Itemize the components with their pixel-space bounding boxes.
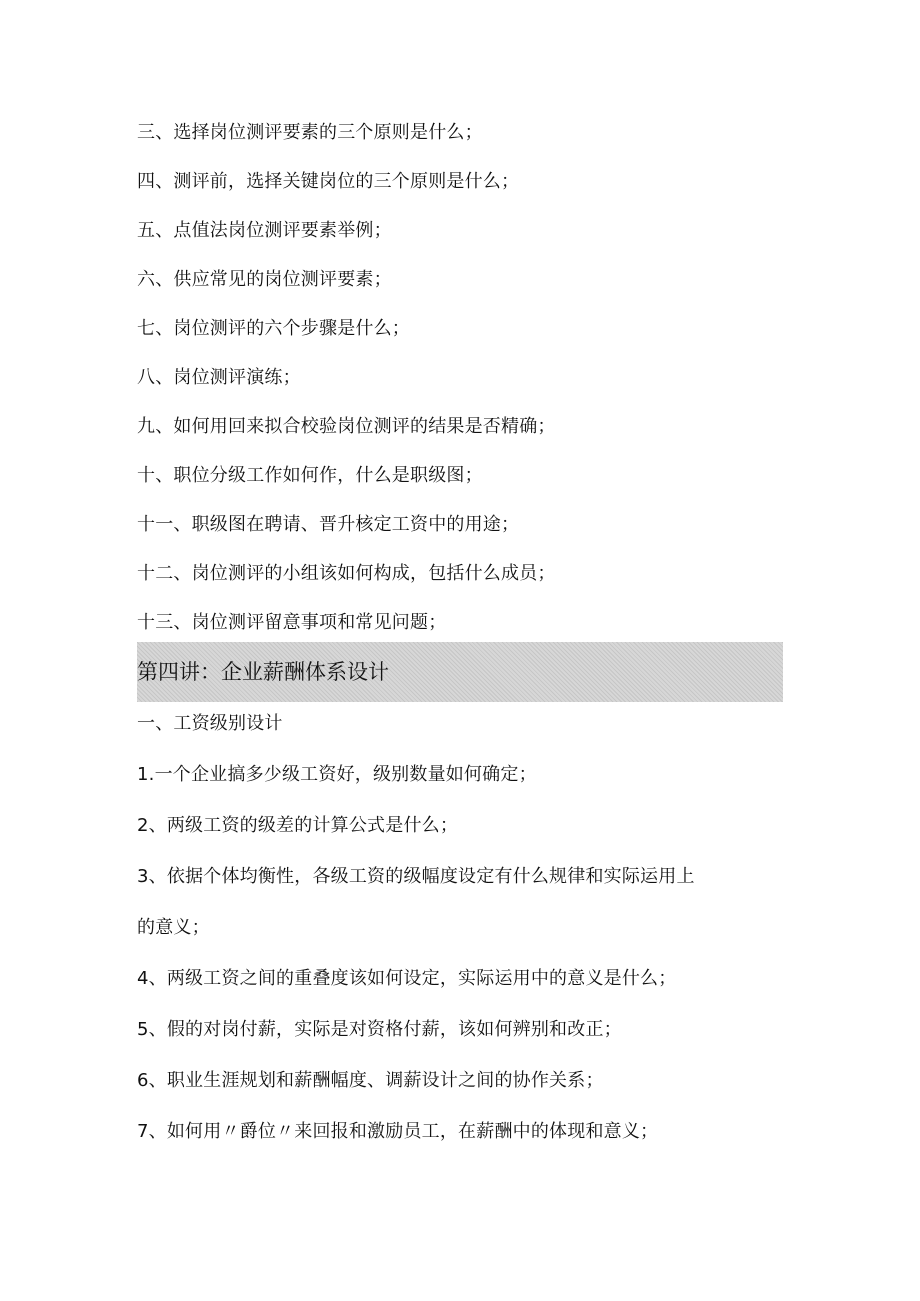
section-heading: 第四讲：企业薪酬体系设计 xyxy=(137,660,389,684)
list-item: 八、岗位测评演练； xyxy=(137,367,301,388)
list-item: 四、测评前，选择关键岗位的三个原则是什么； xyxy=(137,171,520,192)
list-item: 十三、岗位测评留意事项和常见问题； xyxy=(137,612,447,633)
list-item-continuation: 的意义； xyxy=(137,917,210,938)
list-item: 七、岗位测评的六个步骤是什么； xyxy=(137,318,410,339)
list-item: 7、如何用〃爵位〃来回报和激励员工，在薪酬中的体现和意义； xyxy=(137,1121,659,1142)
list-item: 6、职业生涯规划和薪酬幅度、调薪设计之间的协作关系； xyxy=(137,1070,604,1091)
list-item: 十一、职级图在聘请、晋升核定工资中的用途； xyxy=(137,514,520,535)
list-item: 十二、岗位测评的小组该如何构成，包括什么成员； xyxy=(137,563,556,584)
subsection-title: 一、工资级别设计 xyxy=(137,713,283,734)
list-item: 1.一个企业搞多少级工资好，级别数量如何确定； xyxy=(137,764,537,785)
list-item: 5、假的对岗付薪，实际是对资格付薪，该如何辨别和改正； xyxy=(137,1019,622,1040)
list-item: 九、如何用回来拟合校验岗位测评的结果是否精确； xyxy=(137,416,556,437)
section-heading-band xyxy=(137,642,783,702)
list-item: 2、两级工资的级差的计算公式是什么； xyxy=(137,815,459,836)
list-item: 三、选择岗位测评要素的三个原则是什么； xyxy=(137,122,483,143)
list-item: 六、供应常见的岗位测评要素； xyxy=(137,269,392,290)
list-item: 五、点值法岗位测评要素举例； xyxy=(137,220,392,241)
list-item: 4、两级工资之间的重叠度该如何设定，实际运用中的意义是什么； xyxy=(137,968,677,989)
list-item: 3、依据个体均衡性，各级工资的级幅度设定有什么规律和实际运用上 xyxy=(137,866,695,887)
list-item: 十、职位分级工作如何作，什么是职级图； xyxy=(137,465,483,486)
